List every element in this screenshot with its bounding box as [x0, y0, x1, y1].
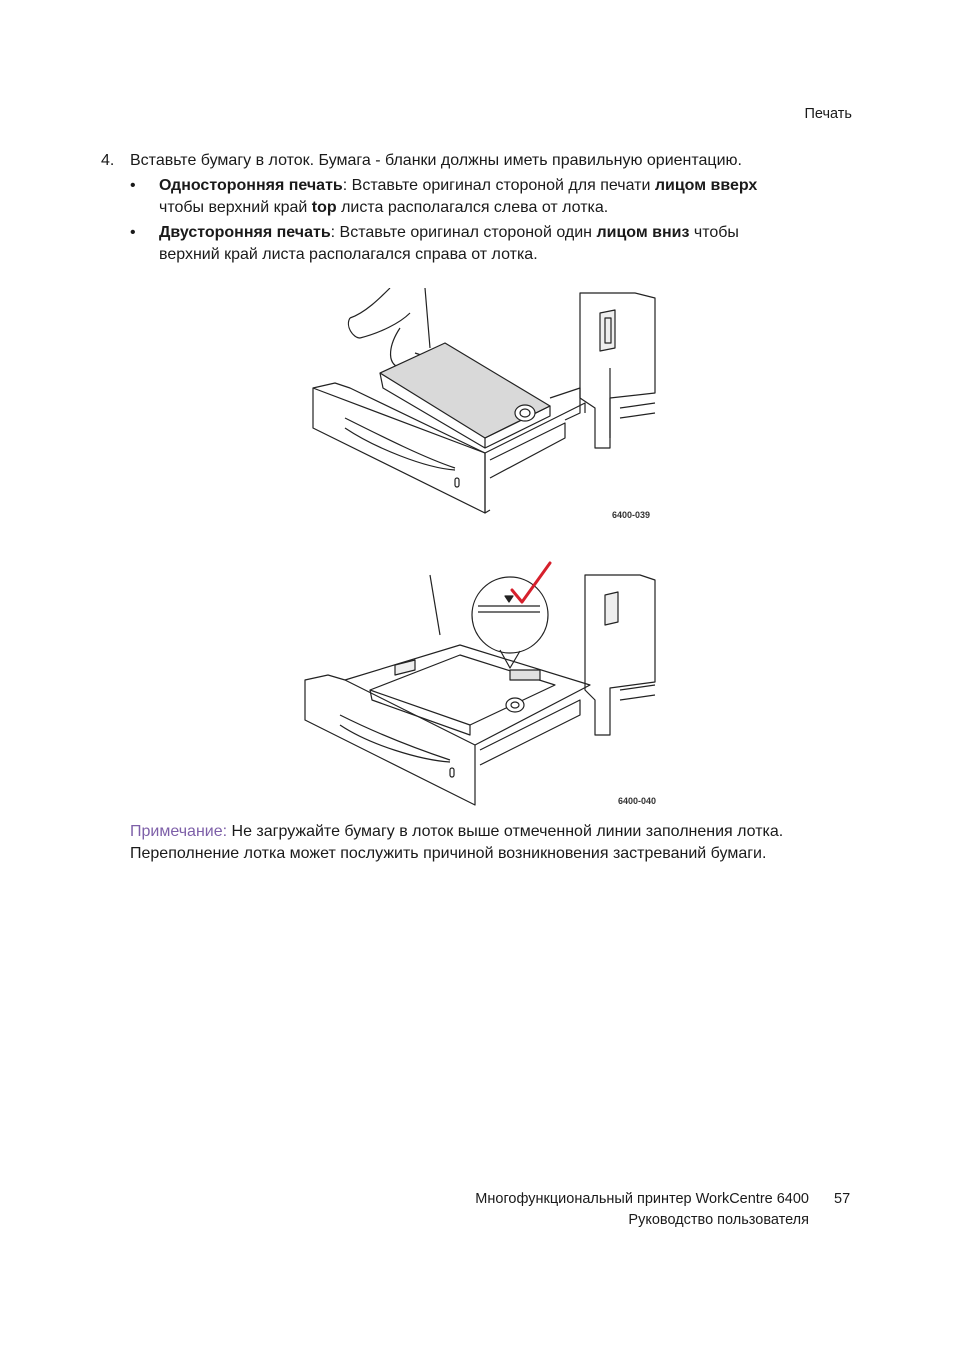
note-paragraph	[130, 821, 783, 865]
figure-id: 6400-040	[618, 796, 657, 806]
bullet-emphasis: top	[311, 199, 337, 216]
step-4	[101, 150, 742, 172]
bullet-emphasis: лицом вверх	[654, 177, 758, 194]
bullet-title: Двусторонняя печать	[159, 224, 331, 241]
bullet-emphasis: лицом вниз	[596, 224, 690, 241]
bullet-text: верхний край листа располагался справа от лотка.	[159, 246, 538, 263]
bullet-symbol: •	[130, 177, 136, 194]
footer-product: Многофункциональный принтер WorkCentre 6400	[475, 1191, 809, 1207]
running-header: Печать	[804, 106, 852, 122]
bullet-symbol: •	[130, 224, 136, 241]
bullet-text: : Вставьте оригинал стороной один	[330, 224, 597, 241]
bullet-text: : Вставьте оригинал стороной для печати	[342, 177, 655, 194]
step-number: 4.	[101, 152, 115, 169]
page-number: 57	[834, 1191, 851, 1207]
figure-load-paper	[305, 288, 660, 528]
tray-illustration	[305, 288, 660, 528]
bullet-text: листа располагался слева от лотка.	[336, 199, 609, 216]
note-text: Не загружайте бумагу в лоток выше отмеченной линии заполнения лотка.	[227, 823, 784, 840]
tray-fill-illustration	[300, 560, 660, 815]
figure-id: 6400-039	[612, 510, 651, 520]
figure-fill-line	[300, 560, 660, 815]
bullet-text: чтобы верхний край	[159, 199, 312, 216]
bullet-title: Односторонняя печать	[159, 177, 343, 194]
step-text: Вставьте бумагу в лоток. Бумага - бланки должны иметь правильную ориентацию.	[130, 152, 742, 169]
note-label: Примечание:	[130, 823, 228, 840]
note-text-line2: Переполнение лотка может послужить причиной возникновения застреваний бумаги.	[130, 845, 767, 862]
bullet-text: чтобы	[689, 224, 739, 241]
footer-guide: Руководство пользователя	[628, 1212, 809, 1228]
